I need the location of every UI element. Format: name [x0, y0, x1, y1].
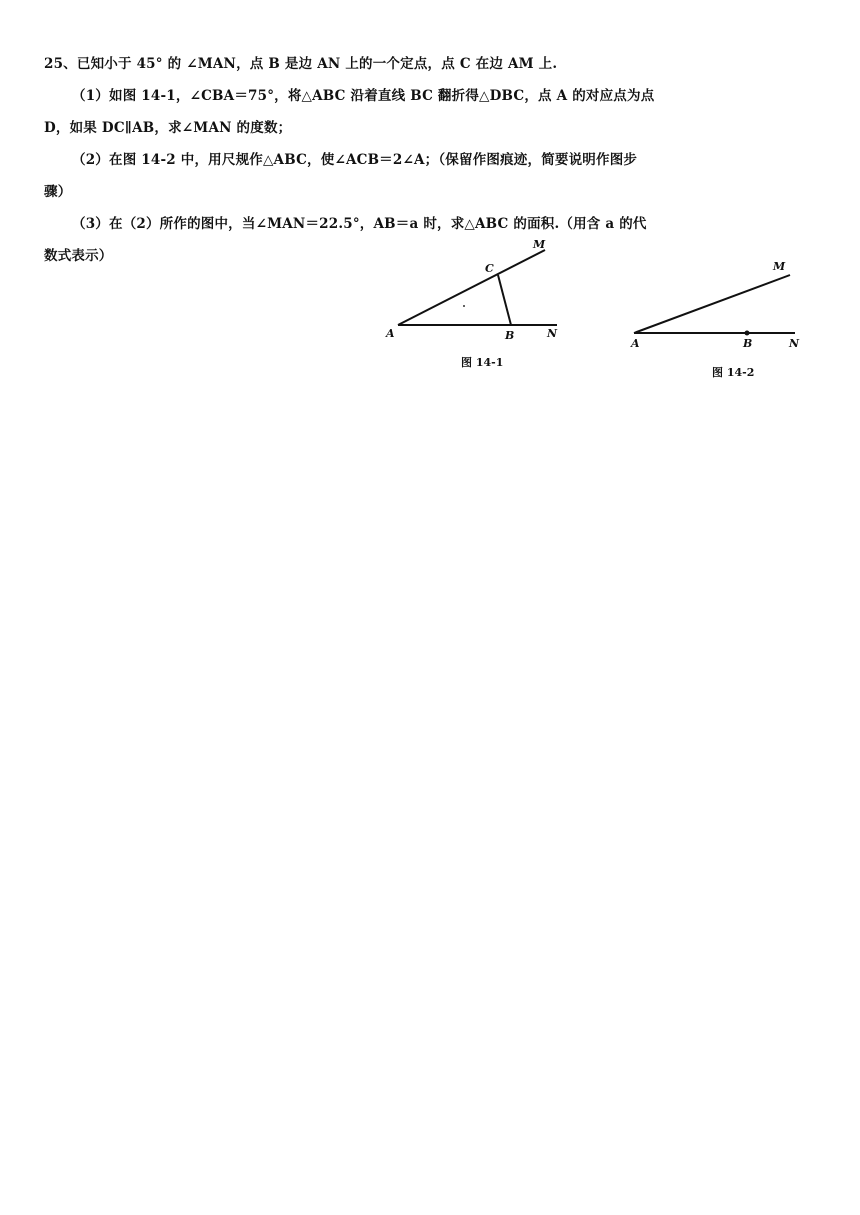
fig2-ray-am	[634, 275, 790, 333]
fig2-label-m: M	[773, 260, 786, 273]
fig1-label-c: C	[485, 262, 494, 275]
part-3-text-cont: 数式表示）	[44, 248, 113, 264]
fig1-label-m: M	[533, 238, 546, 251]
fig2-label-a: A	[631, 337, 640, 350]
part-1-text-cont: D，如果 DC∥AB，求∠MAN 的度数；	[44, 120, 292, 136]
part-1-text: （1）如图 14-1，∠CBA＝75°，将△ABC 沿着直线 BC 翻折得△DBC，点 A 的对应点为点	[72, 88, 655, 104]
problem-statement: 25、已知小于 45° 的 ∠MAN，点 B 是边 AN 上的一个定点，点 C 在边 AM 上.	[44, 56, 558, 72]
figure-14-1-caption: 图 14-1	[461, 356, 504, 369]
fig2-point-b	[745, 331, 750, 336]
part-3-text: （3）在（2）所作的图中，当∠MAN＝22.5°，AB＝a 时，求△ABC 的面积.（用含 a 的代	[72, 216, 647, 232]
figure-14-2-caption: 图 14-2	[712, 366, 755, 379]
fig1-label-n: N	[547, 327, 558, 340]
fig2-label-n: N	[789, 337, 800, 350]
fig1-label-b: B	[505, 329, 515, 342]
fig1-label-a: A	[386, 327, 395, 340]
fig1-speck	[463, 305, 465, 307]
fig1-ray-am	[398, 250, 545, 325]
part-2-text: （2）在图 14-2 中，用尺规作△ABC，使∠ACB＝2∠A；（保留作图痕迹，简要说明作图步	[72, 152, 638, 168]
fig2-label-b: B	[743, 337, 753, 350]
part-2-text-cont: 骤）	[44, 184, 72, 200]
fig1-segment-cb	[498, 275, 511, 325]
